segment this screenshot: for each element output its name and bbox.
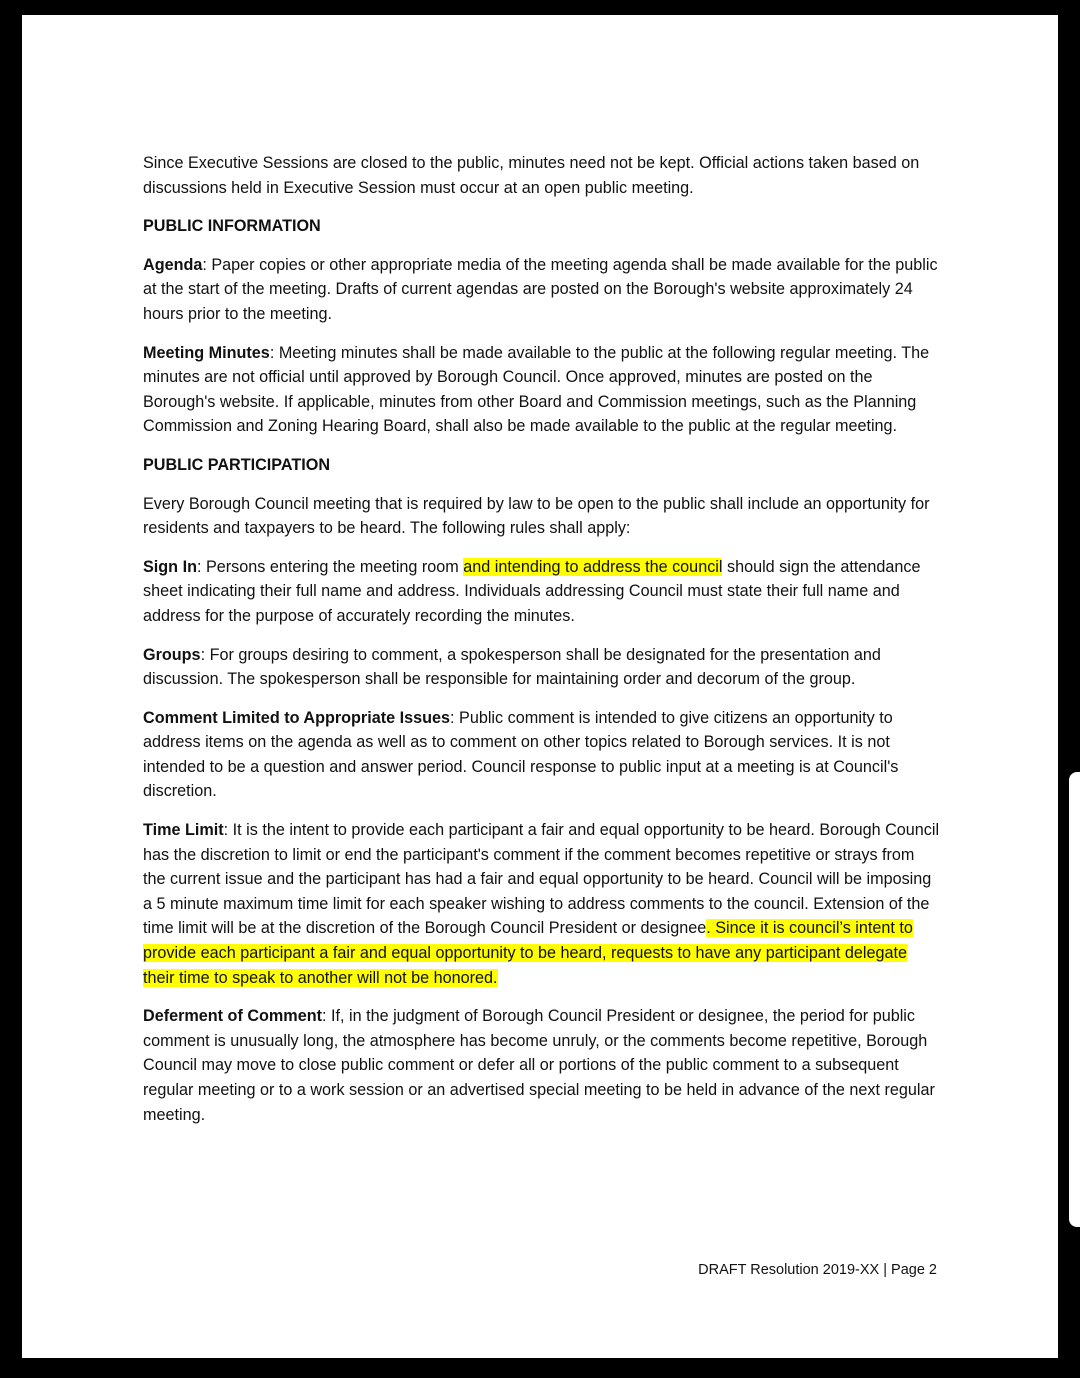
agenda-label: Agenda	[143, 255, 203, 274]
document-body	[143, 151, 941, 1141]
intro-paragraph: Since Executive Sessions are closed to the public, minutes need not be kept. Official actions taken based on discussions held in Executive Session must occur at an open public meeting.	[143, 154, 920, 197]
scrollbar-handle[interactable]	[1069, 772, 1080, 1227]
meeting-minutes-text: Meeting minutes shall be made available to the public at the following regular meeting. The minutes are not official until approved by Borough Council. Once approved, minutes are posted on the Borough's website. If applicable, minutes from other Board and Commission meetings, such as the Planning Commission and Zoning Hearing Board, shall also be made available to the public at the regular meeting.	[143, 343, 930, 436]
groups-paragraph: Groups: For groups desiring to comment, a spokesperson shall be designated for the presentation and discussion. The spokesperson shall be responsible for maintaining order and decorum of the group.	[143, 645, 881, 689]
sign-in-highlight: and intending to address the council	[463, 557, 723, 576]
sign-in-text-before: Persons entering the meeting room	[205, 557, 464, 576]
meeting-minutes-label: Meeting Minutes	[143, 343, 270, 362]
document-page	[22, 15, 1058, 1358]
comment-limited-paragraph: Comment Limited to Appropriate Issues: Public comment is intended to give citizens an opportunity to address items on the agenda as well as to comment on other topics related to Borough services. It is not intended to be a question and answer period. Council response to public input at a meeting is at Council's discretion.	[143, 708, 899, 801]
public-participation-heading: PUBLIC PARTICIPATION	[143, 455, 331, 474]
agenda-paragraph: Agenda: Paper copies or other appropriate media of the meeting agenda shall be made available for the public at the start of the meeting. Drafts of current agendas are posted on the Borough's website approximately 24 hours prior to the meeting.	[143, 255, 938, 323]
sign-in-paragraph: Sign In: Persons entering the meeting room and intending to address the council should sign the attendance sheet indicating their full name and address. Individuals addressing Council must state their full name and address for the purpose of accurately recording the minutes.	[143, 557, 921, 625]
public-information-heading: PUBLIC INFORMATION	[143, 217, 321, 236]
time-limit-label: Time Limit	[143, 821, 224, 840]
groups-label: Groups	[143, 645, 201, 664]
page-footer: DRAFT Resolution 2019-XX | Page 2	[698, 1262, 937, 1278]
time-limit-text: It is the intent to provide each participant a fair and equal opportunity to be heard. Borough Council has the discretion to limit or end the participant's comment if the comment becomes repetitive or strays from the current issue and the participant has had a fair and equal opportunity to be heard. Council will be imposing a 5 minute maximum time limit for each speaker wishing to address comments to the council. Extension of the time limit will be at the discretion of the Borough Council President or designee	[143, 821, 940, 938]
time-limit-highlight: . Since it is council’s intent to provide each participant a fair and equal opportunity to be heard, requests to have any participant delegate their time to speak to another will not be honored.	[143, 919, 913, 987]
deferment-text: If, in the judgment of Borough Council President or designee, the period for public comment is unusually long, the atmosphere has become unruly, or the comments become repetitive, Borough Council may move to close public comment or defer all or portions of the public comment to a subsequent regular meeting or to a work session or an advertised special meeting to be held in advance of the next regular meeting.	[143, 1007, 935, 1124]
sign-in-text-after: should sign the attendance sheet indicating their full name and address. Individuals addressing Council must state their full name and address for the purpose of accurately recording the minutes.	[143, 557, 921, 625]
comment-limited-label: Comment Limited to Appropriate Issues	[143, 708, 451, 727]
meeting-minutes-paragraph: Meeting Minutes: Meeting minutes shall be made available to the public at the following regular meeting. The minutes are not official until approved by Borough Council. Once approved, minutes are posted on the Borough's website. If applicable, minutes from other Board and Commission meetings, such as the Planning Commission and Zoning Hearing Board, shall also be made available to the public at the regular meeting.	[143, 343, 930, 436]
participation-intro-paragraph: Every Borough Council meeting that is required by law to be open to the public shall include an opportunity for residents and taxpayers to be heard. The following rules shall apply:	[143, 494, 930, 538]
deferment-paragraph: Deferment of Comment: If, in the judgment of Borough Council President or designee, the period for public comment is unusually long, the atmosphere has become unruly, or the comments become repetitive, Borough Council may move to close public comment or defer all or portions of the public comment to a subsequent regular meeting or to a work session or an advertised special meeting to be held in advance of the next regular meeting.	[143, 1007, 935, 1124]
sign-in-label: Sign In	[143, 557, 197, 576]
time-limit-paragraph: Time Limit: It is the intent to provide each participant a fair and equal opportunity to be heard. Borough Council has the discretion to limit or end the participant's comment if the comment becomes repetitive or strays from the current issue and the participant has had a fair and equal opportunity to be heard. Council will be imposing a 5 minute maximum time limit for each speaker wishing to address comments to the council. Extension of the time limit will be at the discretion of the Borough Council President or designee. Since it is council’s intent to provide each participant a fair and equal opportunity to be heard, requests to have any participant delegate their time to speak to another will not be honored.	[143, 821, 940, 987]
agenda-text: Paper copies or other appropriate media of the meeting agenda shall be made available for the public at the start of the meeting. Drafts of current agendas are posted on the Borough's website approximately 24 hours prior to the meeting.	[143, 255, 938, 323]
groups-text: For groups desiring to comment, a spokesperson shall be designated for the presentation and discussion. The spokesperson shall be responsible for maintaining order and decorum of the group.	[143, 645, 881, 689]
deferment-label: Deferment of Comment	[143, 1007, 322, 1026]
comment-limited-text: Public comment is intended to give citizens an opportunity to address items on the agenda as well as to comment on other topics related to Borough services. It is not intended to be a question and answer period. Council response to public input at a meeting is at Council's discretion.	[143, 708, 899, 801]
